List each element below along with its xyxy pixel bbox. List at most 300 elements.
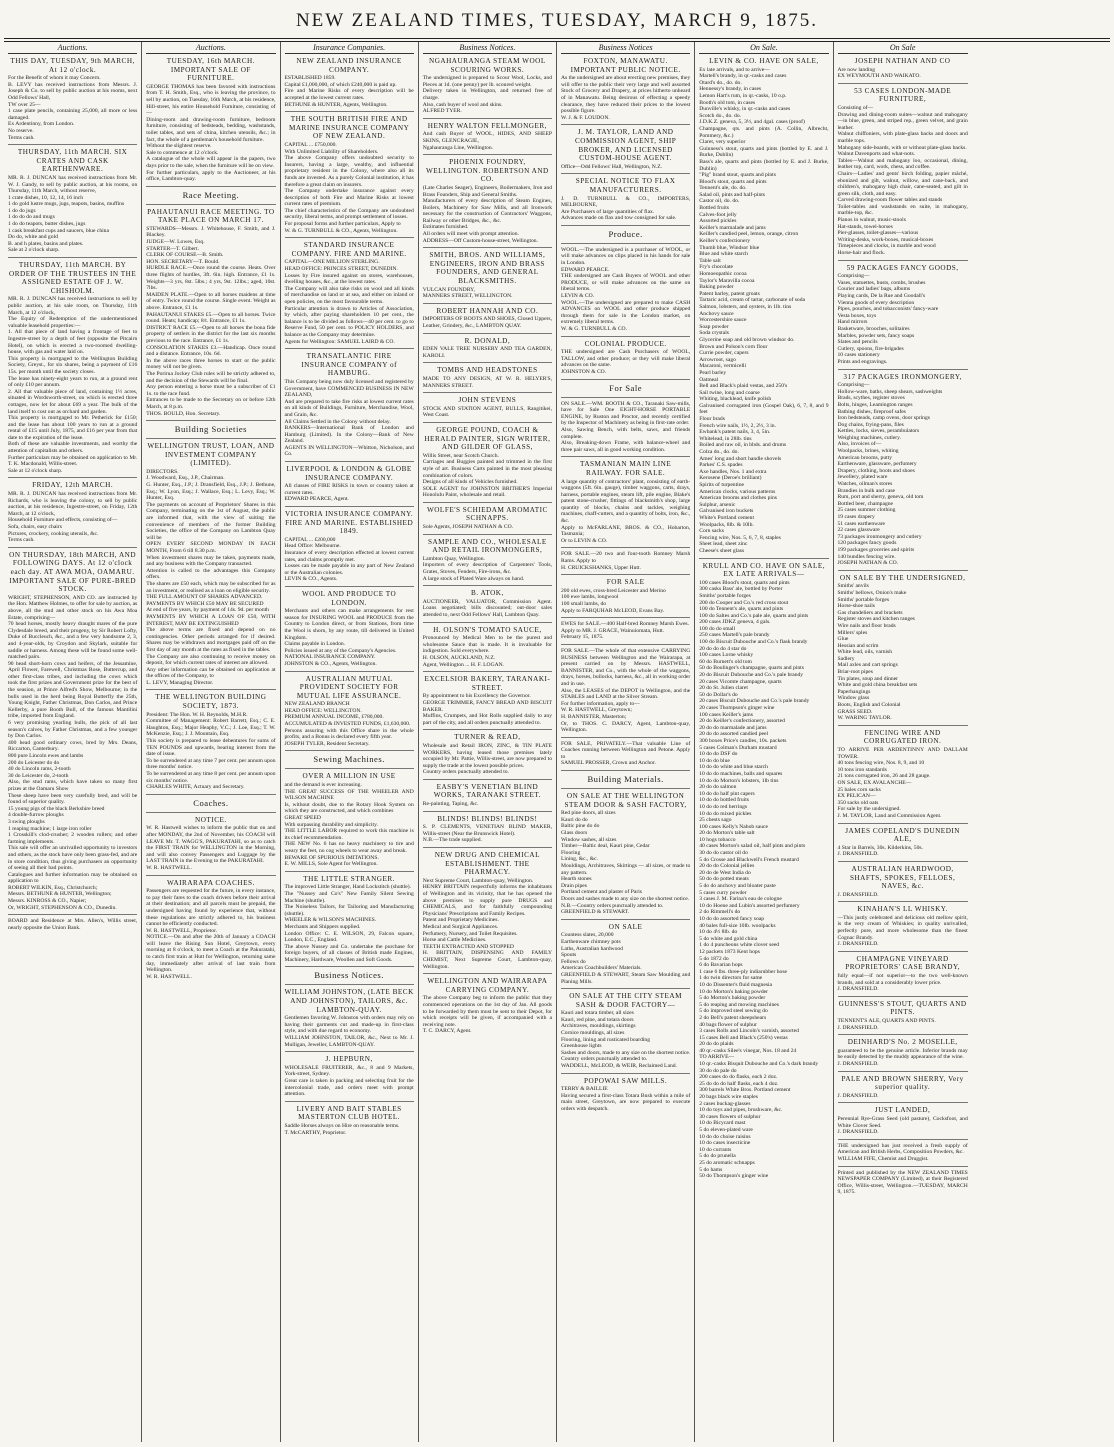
advertisement-line: 30 cases flowers of sulphur (699, 1113, 761, 1120)
advertisement-line: Watches, oilman's stores (837, 481, 893, 488)
advertisement-line: 20 do do marmalade and jams (699, 724, 767, 731)
advertisement-line: Architraves, mouldings, skirtings (561, 1023, 636, 1030)
advertisement-line: Basketware, brooches, solitaires (837, 325, 910, 332)
advertisement (561, 401, 690, 458)
advertisement-line: T. McCARTHY, Proprietor. (284, 1129, 347, 1136)
advertisement-line: Dunville's whisky, in qr.-casks and cases (699, 106, 791, 113)
advertisement-line: Printed and published by the NEW ZEALAND TIMES NEWSPAPER COMPANY (Limited), at their Registered Office, Willis-street, Wellington.—TUESDAY, MARCH 9, 1875. (837, 1169, 968, 1196)
advertisement (146, 442, 275, 690)
advertisement-line: Brads, scythes, register stoves (837, 395, 905, 402)
advertisement-line: Guinness's stout, quarts and pints (bottled by E. and J. Burke, Dublin) (699, 145, 829, 159)
advertisement-line: H. CRUICKSHANKS, Upper Hutt. (561, 564, 641, 571)
advertisement-line: Assorted pickles (699, 218, 737, 225)
advertisement-line: 25 chests sago (699, 817, 732, 824)
column-heading: Auctions. (8, 42, 137, 54)
advertisement-line: Great care is taken in packing and selecting fruit for the intercolonial trade, and orders meet with prompt attention. (284, 1078, 414, 1098)
advertisement-line: NOTICE.—On and after the 20th of January a COACH will leave the Rising Sun Hotel, Greytown, every morning at 8 o'clock, to meet a Coach at the Pakuratahi, to catch first train at Hutt for Wellington, returning same day, immediately after arrival of last train from Wellington. (146, 934, 276, 974)
advertisement-title: VICTORIA INSURANCE COMPANY. FIRE AND MARINE. ESTABLISHED 1849. (285, 510, 414, 536)
advertisement-line: Merchants and Shippers supplied. (284, 923, 361, 930)
advertisement-title: EXCELSIOR BAKERY, TARANAKI-STREET. (424, 675, 551, 692)
advertisement-line: Soda crystals (699, 330, 729, 337)
advertisement-line: 20 do Morton's table salt (699, 830, 755, 837)
advertisement (838, 1143, 968, 1167)
newspaper-column (281, 42, 419, 1442)
advertisement-line: Policies issued at any of the Company's Agencies. (284, 647, 397, 654)
advertisement-line: Spirits of turpentine (699, 482, 744, 488)
advertisement-line: JOSEPH TYLER, Resident Secretary. (284, 740, 370, 747)
advertisement-line: Greenhouse lights (561, 1043, 602, 1050)
advertisement-line: Scotch do., do. do. (699, 112, 742, 119)
advertisement-line: London Office: C. E. WILSON, 29, Falcon square, London, E.C., England. (284, 930, 414, 944)
advertisement-line: Saddle Horses always on Hire on reasonable terms. (284, 1122, 400, 1129)
advertisement-title: JOSEPH NATHAN AND CO (854, 57, 951, 65)
advertisement-line: Consisting of— (837, 104, 874, 111)
advertisement-line: 10 do Hoene and Lubin's assorted perfumery (699, 902, 800, 909)
advertisement (423, 158, 552, 248)
advertisement-line: Merchants and others can make arrangements for rest season for INSURING WOOL and PRODUCE from the Country to London direct, or from Stations, from time the Wool is shorn, by any route, till delivered in United Kingdom. (284, 608, 414, 641)
advertisement-title: AUSTRALIAN MUTUAL PROVIDENT SOCIETY FOR MUTUAL LIFE ASSURANCE. (296, 674, 402, 700)
advertisement-line: 1 cask breakfast cups and saucers, blue china (8, 227, 109, 234)
advertisement-line: The above terms are fixed and depend on no contingencies. Other periods arranged for if desired. Shares may be withdrawn and mortgages paid off on the first day of any month at the rates as fixed in the tables. (146, 627, 276, 653)
advertisement-line: The Equity of Redemption of the undermentioned valuable leasehold properties:— (8, 316, 138, 329)
advertisement-line: Weighing machines, cutlery. (837, 434, 901, 441)
advertisement-title: HENRY WALTON FELLMONGER, (427, 121, 547, 130)
advertisement-line: W. R. Hastwell wishes to inform the public that on and after MONDAY, the 2nd of November, his COACH will LEAVE Mr. T. WAGG'S, PAKURATAHI, so as to catch the FIRST TRAIN for WELLINGTON in the Morning, and will also convey Passengers and Luggage by the LAST TRAIN in the Evening to the PAKURATAHI. (146, 825, 276, 865)
advertisement (8, 551, 137, 915)
advertisement-line: 100 cases Keiller's jams (699, 711, 753, 718)
advertisement (423, 366, 552, 393)
advertisement-line: OPEN EVERY SECOND MONDAY IN EACH MONTH, From 6 till 8.30 p.m. (146, 541, 276, 554)
advertisement-line: Claret, very superior (699, 139, 746, 146)
advertisement-title: WELLINGTON AND WAIRARAPA CARRYING COMPANY. (427, 977, 548, 994)
advertisement-line: 1 Crosskill's clod-crusher; 2 wooden rollers; and other farming implements. (8, 832, 138, 845)
advertisement-line: Worcestershire sauce (699, 317, 747, 324)
advertisement-line: Next Supreme Court, Lambton-quay, Wellington. (422, 877, 534, 884)
advertisement (561, 648, 690, 738)
advertisement (423, 251, 552, 304)
advertisement (561, 1077, 690, 1116)
advertisement-line: EDWARD PEARCE, Agent. (284, 496, 349, 503)
advertisement-line: Sale at 2 o'clock sharp. (8, 247, 60, 254)
advertisement-title: ON THURSDAY, 18th MARCH, AND FOLLOWING DAYS. At 12 o'clock each day. AT AWA MOA, OAMARU. IMPORTANT SALE OF PURE-BRED STOCK. (9, 550, 137, 594)
advertisement-line: LEVIN & CO. (561, 293, 595, 300)
advertisement-line: 2 do Rimmell's do (699, 909, 741, 916)
advertisement-line: The Company will also take risks on wool and all kinds of merchandise on land or at sea, and either on inland or open policies, on the most favourable terms. (284, 285, 414, 305)
advertisement-line: CAPITAL ... £200,000 (284, 536, 336, 543)
advertisement-line: Kerosene (Deroe's brilliant) (699, 475, 762, 482)
advertisement-title: ON SALE AT THE WELLINGTON STEAM DOOR & SASH FACTORY, (564, 792, 687, 809)
advertisement-line: 5 do eleven-plated ware (699, 1127, 753, 1133)
advertisement-line: J. D. TURNBULL & CO., IMPORTERS, MELBOURNE, (561, 195, 691, 209)
advertisement-title: WOLFE'S SCHIEDAM AROMATIC SCHNAPPS. (426, 505, 548, 523)
advertisement-title: THURSDAY, 11th MARCH. BY ORDER OF THE TRUSTEES IN THE ASSIGNED ESTATE OF J. W. CHISHOLM. (9, 261, 137, 295)
advertisement-line: Blue and white starch (699, 251, 748, 258)
advertisement-line: 100 do Tennent's ale, quarts and pints (699, 606, 784, 613)
advertisement-title: JOHN STEVENS (458, 396, 517, 405)
advertisement-line: E. W. MILLS, Sole Agent for Wellington. (284, 861, 378, 868)
advertisement (423, 396, 552, 423)
advertisement-line: 20 do do salmon (699, 784, 737, 791)
advertisement-line: Soap powder (699, 323, 729, 330)
advertisement-line: 30 do Leicester do, 2-tooth (8, 772, 69, 779)
advertisement-line: JOHNSTON & CO., Agents, Wellington. (284, 660, 377, 667)
advertisement-line: February 15, 1875. (561, 634, 604, 641)
advertisement-title: THIS DAY, TUESDAY, 9th MARCH, At 12 o'clock. (10, 57, 135, 74)
advertisement-line: Hennessy's brandy, in cases (699, 86, 762, 93)
advertisement-line: For sale by the undersigned. (837, 806, 901, 813)
advertisement-line: Rum, port and sherry, geneva, old tom (837, 494, 924, 501)
advertisement-line: B. and h plates, basins and plates. (8, 240, 84, 247)
advertisement-line: 100 cases Blood's stout, quarts and pints (699, 579, 790, 586)
advertisement-line: 1 do gold lustre mugs, jugs, teapots, basins, muffins (8, 201, 125, 208)
advertisement-line: Fellows do (561, 958, 586, 965)
advertisement-title: LIVERPOOL & LONDON & GLOBE INSURANCE COMPANY. (286, 465, 412, 482)
advertisement (699, 57, 828, 559)
advertisement-line: 20 do St. Julien claret (699, 685, 748, 692)
advertisement-line: Brandies in bulk and case (837, 487, 895, 494)
advertisement-line: Calves-foot jelly (699, 211, 737, 218)
advertisement (423, 506, 552, 535)
advertisement-line: Courier and ladies' bags, albums (837, 286, 911, 293)
advertisement-line: 5 do hams (699, 1166, 723, 1173)
column-heading: Insurance Companies. (285, 42, 414, 54)
advertisement-title: FENCING WIRE AND CORRUGATED IRON. (863, 728, 942, 746)
advertisement-line: 50 do Thompson's ginger wine (699, 1173, 769, 1180)
advertisement-line: Champagne, qts. and pints (A. Collin, Albrecht, Pommery, &c.) (699, 125, 829, 139)
advertisement-line: Glycerine soap and old brown windsor do. (699, 336, 795, 343)
advertisement-line: JOHNSTON & CO. (561, 368, 607, 375)
advertisement (561, 247, 690, 337)
advertisement-line: For further particulars, apply to the Auctioneer, at his office, Lambton-quay. (146, 169, 276, 183)
advertisement-line: 10 do do DSF do (699, 751, 738, 758)
advertisement (423, 122, 552, 155)
advertisement-line: The payments on account of Proprietors' Shares in this Company, terminating on the 1st of August, the public are informed that, with the view of suiting the convenience of members of the former Building Societies, the office of the Company on Lambton Quay will be (146, 501, 276, 541)
advertisement-line: 300 barrels White Bros. Portland cement (699, 1087, 791, 1094)
advertisement-line: 50 do Dollar's do (699, 691, 738, 698)
advertisement-line: Iron bedsteads, camp ovens, door springs (837, 415, 930, 422)
advertisement-line: Laths, Australian hardwood (561, 945, 623, 952)
advertisement-line: The chief characteristics of the Company are undoubted security, liberal terms, and prompt settlement of losses. (284, 207, 414, 221)
advertisement-line: The Noiseless Tailors, for Tailoring and Manufacturing (shuttle). (284, 904, 414, 917)
advertisement-line: 10 hogs tobacco (699, 836, 736, 843)
advertisement-title: SMITH, BROS. AND WILLIAMS, ENGINEERS, IRON AND BRASS FOUNDERS, AND GENERAL BLACKSMITHS. (429, 251, 546, 286)
advertisement-line: TEETH EXTRACTED AND STOPPED (422, 943, 514, 950)
advertisement-title: NEW DRUG AND CHEMICAL ESTABLISHMENT. THE PHARMACY. (434, 851, 540, 877)
advertisement-title: SAMPLE AND CO., WHOLESALE AND RETAIL IRONMONGERS, (427, 537, 547, 555)
advertisement-line: H. BANNISTER, Masterton; (561, 713, 627, 720)
advertisement-line: The above Company beg to inform the public that they commenced operations on the 1st day of Jan. All goods to be forwarded by them must be sent to their Depot, for which receipts will be given, if accompanied with a receiving note. (422, 995, 552, 1028)
advertisement-title: J. HEPBURN, (325, 1055, 373, 1064)
advertisement-line: Kauri do do (561, 816, 588, 823)
advertisement-line: 25 do aromatic schnapps (699, 1159, 755, 1166)
advertisement-line: BANKERS—International Bank of London and Hamburg (Limited). In the Colony—Bank of New Zealand. (284, 425, 414, 445)
advertisement-line: Manufacturers of every description of Steam Engines, Boilers, Machinery for Saw Mills, and all Ironwork necessary for the construction of Contractors' Waggons, Railway or other Bridges, &c., &c. (422, 198, 552, 224)
advertisement (561, 57, 690, 125)
advertisement-line: Wholesale and Retail IRON, ZINC, & TIN PLATE WORKERS, having leased those premises lately occupied by Mr. Pattie, Willis-street, are now prepared to supply the trade at the lowest possible prices. (422, 742, 552, 769)
advertisement-line: 100 ewe lambs, longwool (561, 594, 619, 601)
advertisement-line: White and gold china breakfast sets (837, 682, 918, 689)
advertisement-line: Booth's old tom, in cases (699, 99, 756, 106)
advertisement-line: In the above races three horses to start or the public money will not be given. (146, 357, 276, 371)
advertisement-line: 5 do white and gold china (699, 935, 758, 942)
advertisement-line: All orders will meet with prompt attention. (422, 231, 519, 238)
advertisement-line: 3 cases Rolls and Lincoln's varnish, assorted (699, 1028, 799, 1035)
advertisement (285, 352, 414, 462)
advertisement-line: 6 do Bavarian hops (699, 962, 743, 969)
advertisement-line: Claims payable in London. (284, 641, 346, 648)
advertisement-line: Brown and Polson's corn flour (699, 343, 768, 350)
advertisement-line: Earthenware chimney pots (561, 938, 621, 945)
advertisement-line: Paperhangings (837, 688, 871, 695)
advertisement-line: N.B.—The trade supplied. (422, 837, 482, 844)
advertisement-line: EX WEYMOUTH AND WAIKATO. (837, 73, 921, 80)
advertisement (561, 792, 690, 920)
advertisement-line: 1. All that piece of land having a frontage of feet to Ingestre-street by a depth of feet (opposite the Pitcairn Hotel), on which is erected a two-roomed dwelling-house, with gas and water laid on. (8, 329, 138, 356)
advertisement-line: Also, cash buyer of wool and skins. (422, 101, 503, 108)
advertisement-line: WILLIAM JOHNSTON, TAILOR, &c., Next to Mr. J. Mulligan, Jeweller, LAMBTON-QUAY. (284, 1035, 414, 1048)
advertisement-line: "Pig" brand stout, quarts and pints (699, 172, 776, 179)
advertisement-title: PALE AND BROWN SHERRY, Very superior quality. (841, 1074, 964, 1092)
advertisement-line: Further particulars may be obtained on application to Mr. T. K. Macdonald, Willis-street. (8, 454, 138, 468)
advertisement-line: ALFRED TYER. (422, 108, 462, 115)
column-heading: Business Notices (561, 42, 690, 54)
advertisement-line: And cash Buyer of WOOL, HIDES, AND SHEEP SKINS, GLENCRAGIE, (422, 131, 552, 144)
advertisement-line: Galvanised iron buckets (699, 508, 754, 515)
advertisement-line: EDWARD PEARCE. (561, 266, 610, 273)
advertisement-line: Boots, English and Colonial (837, 702, 901, 709)
advertisement-line: Tin plates, soup and dinner (837, 675, 899, 682)
advertisement-line: Country orders punctually attended to. (422, 769, 509, 776)
advertisement-line: 10 do do bottled fruits (699, 797, 749, 804)
advertisement-line: 250 cases Martell's pale brandy (699, 632, 770, 639)
advertisement-line: Bolts, hinges, Leamington ranges (837, 401, 913, 408)
advertisement-title: PHOENIX FOUNDRY, WELLINGTON. ROBERTSON AND CO. (426, 158, 549, 184)
advertisement-line: H. BRITTAIN, DISPENSING AND FAMILY CHEMIST, Next Supreme Court, Lambton-quay, Wellington. (422, 950, 552, 970)
advertisement (838, 905, 968, 952)
advertisement-line: SAMUEL PROSSER, Crown and Anchor. (561, 760, 656, 767)
advertisement-line: EWES for SALE.—400 Half-bred Romney Marsh Ewes. (561, 621, 690, 628)
advertisement (561, 340, 690, 380)
advertisement-line: 300 casks Bass' ale, bottled by Porter (699, 586, 783, 593)
advertisement-line: MR. R. J. DUNCAN has received instructions from Mr. W. J. Gandy, to sell by public auction, at his rooms, on Thursday, 11th March, without reserve, (8, 174, 138, 195)
newspaper-column (557, 42, 695, 1442)
advertisement-line: Keiller's marmalade and jams (699, 224, 766, 231)
advertisement-line: Passengers are requested for the future, in every instance, to pay their fares to the coach drivers before their arrival at their destination; and all parcels must be prepaid, the undersigned having found by experience that, without these regulations are strictly adhered to, his business cannot be efficiently conducted. (146, 888, 276, 928)
advertisement-line: Axe handles, Nos. 1 and extra (699, 468, 767, 475)
advertisement-line: Household Furniture and effects, consisting of— (8, 517, 118, 524)
advertisement-line: Horse and Cattle Medicines. (422, 937, 487, 944)
advertisement-title: BLINDS! BLINDS! BLINDS! (437, 814, 538, 823)
advertisement-line: Flour brads (699, 416, 725, 423)
column-heading: Auctions. (146, 42, 275, 54)
advertisement (146, 879, 275, 984)
advertisement-line: 4 Star in Barrels, 30s. Kilderkins, 50s. (837, 844, 923, 851)
advertisement-line: 20 do Keiller's confectionery, assorted (699, 718, 785, 725)
advertisement-line: Baltic pine do do (561, 823, 600, 830)
advertisement-line: 20 bags black wire staples (699, 1094, 758, 1101)
advertisement-line: Kettles, locks, sieves, perambulators (837, 428, 920, 435)
advertisement-line: 5 cases curry powder (699, 889, 747, 896)
advertisement-title: THE WELLINGTON BUILDING SOCIETY, 1873. (155, 693, 267, 711)
advertisement-line: Having secured a first-class Totara Bush within a mile of main street, Greytown, are now prepared to execute orders with despatch. (561, 1092, 691, 1112)
advertisement-line: 10 do currants (699, 1146, 732, 1153)
advertisement-line: Hearth stones (561, 876, 592, 883)
advertisement-title: FOR SALE (606, 578, 645, 587)
advertisement-line: 20 do do Colonial jellies (699, 863, 755, 870)
advertisement-title: THE LITTLE STRANGER. (303, 874, 395, 883)
advertisement-line: Tartaric acid, cream of tartar, carbonate of soda (699, 297, 806, 304)
advertisement-line: Pronounced by Medical Men to be the purest and wholesome Sauce that is made. It is invaluable for indigestion. Sold everywhere. (422, 635, 552, 655)
advertisement-title: TOMBS AND HEADSTONES (437, 366, 538, 375)
advertisement-line: WRIGHT, STEPHENSON, AND CO. are instructed by the Hon. Matthew Holmes, to offer for sale by auction, as above, all the stud and other stock on his Awa Moa Estate, comprising— (8, 594, 138, 621)
advertisement-line: 1 case 6 lbs. three-ply indiarubber hose (699, 968, 788, 975)
advertisement-line: The shares are £50 each, which may be subscribed for as an investment, or realised as a loan on eligible security. (146, 580, 276, 594)
advertisement-line: HEAD OFFICE: PRINCES STREET, DUNEDIN. (284, 266, 398, 273)
advertisement-line: Castor oil, do. do. (699, 198, 740, 205)
advertisement-line: 10 do Dissenter's fluid magnesia (699, 981, 773, 988)
advertisement-line: This Company being now duly licensed and registered by Government, have COMMENCED BUSINESS IN NEW ZEALAND, (284, 378, 414, 399)
advertisement-line: A catalogue of the whole will appear in the papers, two days prior to the sale, when the furniture will be on view. (146, 156, 276, 169)
advertisement-line: CLERK OF COURSE—B. Smith. (146, 252, 224, 259)
advertisement-line: With Unlimited Liability of Shareholders. (284, 148, 379, 155)
advertisement-title: 59 PACKAGES FANCY GOODS, (846, 263, 959, 272)
advertisement-line: American brooms and clothes pins (699, 495, 777, 502)
newspaper-masthead: NEW ZEALAND TIMES, TUESDAY, MARCH 9, 1875. (295, 10, 819, 31)
advertisement-title: LIVERY AND BAIT STABLES MASTERTON CLUB HOTEL. (296, 1104, 402, 1122)
advertisement-line: Ewbank's patent nails, 3, 4, 5in. (699, 429, 771, 436)
advertisement-line: Without the slightest reserve. (146, 143, 212, 150)
advertisement-title: JUST LANDED, (874, 1106, 931, 1115)
advertisement-columns (4, 42, 1110, 1442)
advertisement-line: JUDGE—W. Lowes, Esq. (146, 239, 205, 246)
advertisement-line: Boiled and raw oil, in bbds. and drums (699, 442, 787, 449)
advertisement (285, 675, 414, 752)
advertisement-line: Also, Sawing Bench, with belts, saws, and friends complete. (561, 426, 691, 440)
advertisement-line: NATIONAL INSURANCE COMPANY. (284, 654, 376, 661)
advertisement-title: ON SALE AT THE CITY STEAM SASH & DOOR FACTORY— (569, 992, 683, 1009)
advertisement-line: Sole Agents, JOSEPH NATHAN & CO. (422, 524, 514, 531)
advertisement-line: 5 do do anchovy and bloater paste (699, 883, 776, 890)
section-heading: Sewing Machines. (313, 754, 385, 765)
advertisement-line: Are now landing (837, 66, 876, 73)
advertisement-line: 200 old ewes, cross-bred Leicester and Merino (561, 587, 666, 594)
advertisement-line: Gentlemen favoring W. Johnston with orders may rely on having their garments cut and made-up in first-class style, and with due regard to economy. (284, 1015, 414, 1035)
advertisement-line: 200 cases do do flasks, each 2 doz. (699, 1074, 778, 1081)
advertisement-title: KRULL AND CO. HAVE ON SALE, EX LATE ARRIVALS— (702, 561, 826, 579)
advertisement-line: 100 do Biscuit Dubouche and Co.'s flask brandy (699, 639, 808, 646)
advertisement-title: LEVIN & CO. HAVE ON SALE, (709, 57, 819, 65)
advertisement-title: WAIRARAPA COACHES. (166, 878, 255, 887)
advertisement (699, 562, 828, 1183)
advertisement-line: Vesta boxes, toys (837, 312, 877, 319)
advertisement-line: Are Purchasers of large quantities of flax. (561, 208, 655, 215)
advertisement-line: As the undersigned are about erecting new premises, they will offer to the public their very large and well assorted Stock of Grocery and Drapery, at prices hitherto unheard of in Manawatu. Being desirous of effecting a speedy clearance, they have reduced their prices to the lowest possible figure. (561, 75, 691, 115)
advertisement-line: 10 do do Morton's lobsters, 1lb tins (699, 777, 779, 784)
advertisement-line: The undersigned is prepared to Scour Wool, Locks, and Pieces at 1d. (one penny) per lb. scoured weight. (422, 75, 552, 88)
advertisement-line: S. P. CLEMENTS, VENETIAN BLIND MAKER, Willis-street (Near the Brunswick Hotel). (422, 824, 552, 837)
advertisement-line: French wire nails, 1½, 2, 2½, 3 in. (699, 422, 776, 429)
advertisement-line: 120 packages fancy goods (837, 540, 897, 547)
advertisement-line: Apply to McFARLANE, BROS. & CO., Hobarton, Tasmania; (561, 524, 691, 538)
advertisement-line: WILLIAM FIFE, Chemist and Druggist. (837, 1155, 929, 1162)
advertisement-line: Lining, &c., &c. (561, 856, 598, 863)
advertisement-line: White lead, oils, varnish (837, 649, 893, 656)
advertisement-line: Pipes, pouches, and tobacconists' fancy-ware (837, 306, 939, 313)
advertisement-line: TERRY & BAILLIE (561, 1086, 608, 1093)
advertisement-line: Sail twine, long and coarse (699, 389, 760, 396)
advertisement (838, 574, 968, 726)
advertisement-line: WHEELER & WILSON'S MACHINES. (284, 917, 377, 924)
advertisement-line: 25 do do do half flasks, each 4 doz. (699, 1080, 779, 1087)
section-heading: Race Meeting. (182, 189, 240, 200)
advertisement-line: ON SALE.—WM. BOOTH & CO., Taranaki Saw-mills, have for Sale One EIGHT-HORSE PORTABLE ENGINE, by Ruston and Proctor, and recently certified by the Inspector of Machinery as being in first-rate order. (561, 400, 691, 427)
advertisement-line: Willis Street, near Scotch Church. (422, 452, 499, 459)
advertisement-line: Window sashes, all sizes (561, 836, 617, 843)
advertisement-line: Flooring, lining and rusticated boarding (561, 1036, 651, 1043)
advertisement-line: Both of these are valuable investments, and worthy the attention of capitalists and others. (8, 441, 138, 455)
advertisement-line: Muffins, Crumpets, and Hot Rolls supplied daily to any part of the city, and all orders punctually attended to. (422, 713, 552, 726)
advertisement (838, 955, 968, 997)
advertisement-line: The improved Little Stranger, Hand Lockstitch (shuttle). (284, 884, 412, 891)
advertisement-line: TO ARRIVE PER ARDENTINNY AND DALLAM TOWER. (837, 747, 968, 760)
advertisement-line: To be surrendered at any time 7 per cent. per annum upon three months' notice. (146, 757, 276, 771)
advertisement-line: Fire and Marine Risks of every description will be accepted at the lowest current rates. (284, 88, 414, 101)
advertisement-line: Sofa, chairs, easy chairs (8, 524, 62, 530)
advertisement-line: This society is prepared to lease debentures for sums of TEN POUNDS and upwards, bearing interest from the date of issue. (146, 738, 276, 758)
advertisement (146, 816, 275, 876)
advertisement-line: Agents for Wellington: SAMUEL LAIRD & CO. (284, 338, 395, 345)
advertisement-title: ON SALE (608, 922, 643, 931)
advertisement (146, 424, 275, 439)
advertisement-line: Blood's stout, quarts and pints (699, 178, 767, 185)
advertisement (146, 208, 275, 421)
advertisement-line: DISTRICT RACE £5.—Open to all horses the bona fide property of settlers in the district for the last six months previous to the race. Entrance, £1 1s. (146, 324, 276, 344)
advertisement-line: fully equal—if not superior—to the two well-known brands, and sold at a considerably lower price. (837, 973, 968, 986)
advertisement-line: Timepieces and clocks, in marble and wood (837, 243, 936, 250)
advertisement-line: Salmon, lobsters, and oysters, in 1lb. tins (699, 303, 792, 310)
advertisement-line: 10 do do white and blue starch (699, 764, 768, 771)
advertisement-line: The lease has ninety-eight years to run, at a ground rent of only £10 per annum. (8, 375, 138, 389)
advertisement-line: (Late Charles Seager), Engineers, Boilermakers, Iron and Brass Founders, Ship and General Smiths. (422, 184, 552, 198)
advertisement-line: 20 do do do 4 star do (699, 645, 747, 652)
advertisement-line: —This justly celebrated and delicious old mellow spirit, is the very cream of Whiskies; in quality unrivalled, perfectly pure, and more wholesome than the finest Cognac Brandy. (837, 914, 968, 941)
newspaper-column (419, 42, 557, 1442)
advertisement-title: STANDARD INSURANCE COMPANY. FIRE AND MARINE. (291, 241, 407, 258)
advertisement-line: Comprising— (837, 382, 870, 389)
advertisement-line: Oatmeal (699, 376, 719, 383)
advertisement-line: 10 qr.-casks Bisquit Dubouche and Co.'s dark brandy (699, 1061, 819, 1068)
advertisement-line: 10 do do assorted fancy soap (699, 916, 765, 922)
advertisement (423, 57, 552, 119)
advertisement-line: Glue (837, 636, 849, 643)
advertisement-line: Hessian and scrim (837, 642, 879, 649)
advertisement-title: TRANSATLANTIC FIRE INSURANCE COMPANY of HAMBURG. (301, 352, 397, 378)
advertisement-title: THE SOUTH BRITISH FIRE AND MARINE INSURANCE COMPANY OF NEW ZEALAND. (288, 115, 410, 141)
advertisement-line: Walnut chiffoniers, with plate-glass backs and doors and marble tops. (837, 131, 968, 144)
advertisement-line: Terms cash. (8, 537, 35, 544)
advertisement-line: With surpassing durability and simplicity. (284, 821, 378, 828)
advertisement-line: guaranteed to be the genuine article. Inferior brands may be easily detected by the muddy appearance of the wine. (837, 1047, 968, 1061)
advertisement-line: SOLE AGENT for JOHNSTON BRITHER'S Imperial Honolulu Paint, wholesale and retail. (422, 485, 552, 499)
advertisement-line: 15 young pigs of the black Berkshire breed (8, 805, 105, 812)
advertisement-line: Mail axles and cart springs (837, 662, 898, 669)
advertisement-line: 10 do do blue (699, 757, 730, 764)
advertisement (423, 307, 552, 334)
advertisement (561, 923, 690, 989)
advertisement-title: COLONIAL PRODUCE. (584, 339, 667, 348)
advertisement-line: Drain pipes (561, 882, 587, 889)
advertisement-line: Woolpacks, 8lb. & 10lb. (699, 521, 754, 528)
